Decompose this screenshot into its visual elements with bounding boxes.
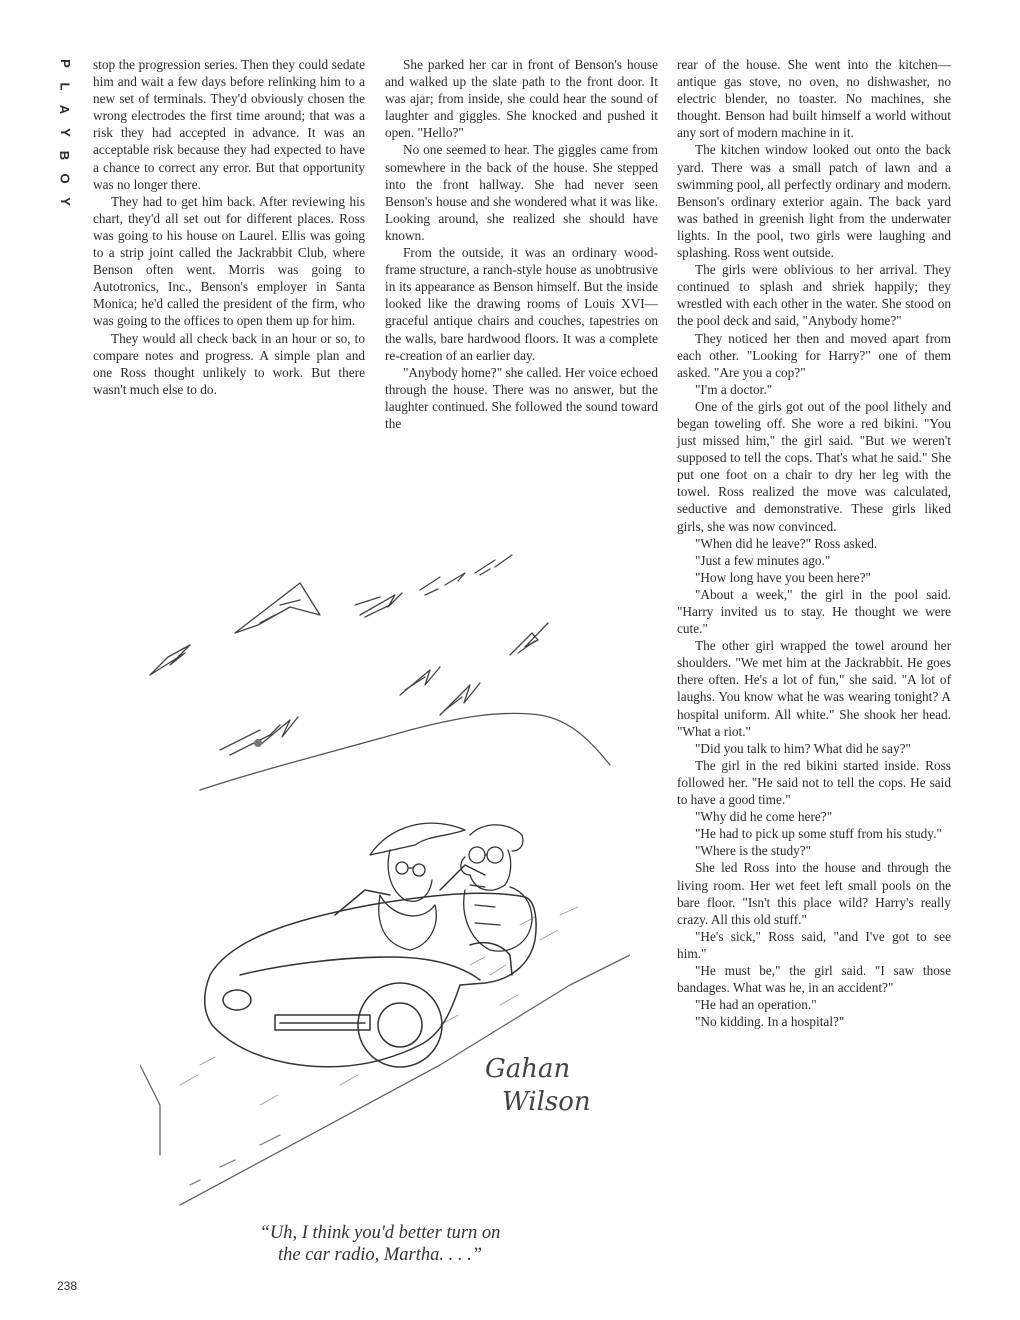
- paragraph: From the outside, it was an ordinary wood-frame structure, a ranch-style house as unobtrusive in its appearance as Benson himself. But the inside looked like the drawing rooms of Louis XVI—graceful antique chairs and couches, tapestries on the walls, bare hardwood floors. It was a complete re-creation of an earlier day.: [385, 245, 658, 363]
- paragraph: rear of the house. She went into the kitchen—antique gas stove, no oven, no dishwasher, no electric blender, no toaster. No machines, she thought. Benson had built himself a world without any sort of modern machine in it.: [677, 57, 951, 141]
- running-head-letter: A: [57, 104, 73, 115]
- paragraph: "Just a few minutes ago.": [695, 552, 831, 568]
- caption-line: the car radio, Martha. . . .”: [277, 1245, 482, 1265]
- page-number: 238: [57, 1279, 78, 1293]
- woman-figure: [370, 823, 465, 950]
- paragraph: "I'm a doctor.": [695, 381, 773, 397]
- paragraph: "He's sick," Ross said, "and I've got to see him.": [677, 928, 951, 961]
- paragraph: "He must be," the girl said. "I saw those bandages. What was he, in an accident?": [677, 962, 951, 996]
- artist-signature: Gahan: [485, 1054, 571, 1084]
- paragraph: The other girl wrapped the towel around her shoulders. "We met him at the Jackrabbit. He goes there often. He's a lot of fun," she said. "A lot of laughs. You know what he was wearing tonight? A hospital uniform. All white." She shook her head. "What a riot.": [677, 638, 951, 739]
- running-head: [56, 52, 74, 213]
- text-column-2: [385, 56, 658, 432]
- paragraph: "Why did he come here?": [695, 809, 833, 825]
- paragraph: "No kidding. In a hospital?": [695, 1014, 845, 1030]
- paragraph: "When did he leave?" Ross asked.: [695, 535, 878, 551]
- caption-line: “Uh, I think you'd better turn on: [259, 1223, 501, 1243]
- paragraph: She parked her car in front of Benson's house and walked up the slate path to the front door. It was ajar; from inside, she could hear the sound of laughter and giggles. She knocked and pushed it open. "Hello?": [385, 57, 658, 141]
- text-column-1: [93, 56, 365, 398]
- running-head-letter: O: [57, 173, 73, 184]
- cartoon-illustration: [140, 545, 630, 1225]
- paragraph: stop the progression series. Then they could sedate him and wait a few days before relinking him to a new set of terminals. They'd obviously chosen the wrong electrodes the first time around; that was a risk they had accepted in advance. It was an acceptable risk because they had expected to have a chance to correct any error. But that opportunity was no longer there.: [93, 57, 365, 192]
- paragraph: "Did you talk to him? What did he say?": [695, 740, 911, 756]
- paragraph: "How long have you been here?": [695, 569, 871, 585]
- text-column-3: [677, 56, 951, 1030]
- paragraph: The girl in the red bikini started inside. Ross followed her. "He said not to tell the cops. He said to have a good time.": [677, 757, 951, 808]
- flying-creatures: [150, 555, 548, 755]
- paragraph: "Anybody home?" she called. Her voice echoed through the house. There was no answer, but the laughter continued. She followed the sound toward the: [385, 364, 658, 431]
- paragraph: "He had to pick up some stuff from his study.": [695, 826, 942, 842]
- paragraph: "About a week," the girl in the pool said. "Harry invited us to stay. He thought we were cute.": [677, 586, 951, 637]
- running-head-letter: Y: [57, 197, 73, 206]
- running-head-letter: Y: [57, 128, 73, 137]
- paragraph: "He had an operation.": [695, 997, 817, 1013]
- paragraph: They noticed her then and moved apart from each other. "Looking for Harry?" one of them asked. "Are you a cop?": [677, 330, 951, 380]
- paragraph: One of the girls got out of the pool lithely and began toweling off. She wore a red bikini. "You just missed him," the girl said. "But we weren't supposed to tell the cops. That's what he said." She put one foot on a chair to dry her leg with the towel. Ross realized the move was calculated, seductive and demonstrative. These girls liked girls, she was now convinced.: [677, 398, 951, 534]
- paragraph: The kitchen window looked out onto the back yard. There was a small patch of lawn and a swimming pool, all perfectly ordinary and modern. Benson's ordinary exterior again. The back yard was bathed in greenish light from the underwater lights. In the pool, two girls were laughing and splashing. Ross went outside.: [677, 142, 951, 261]
- man-figure: [461, 825, 532, 951]
- paragraph: "Where is the study?": [695, 843, 812, 859]
- running-head-letter: L: [57, 82, 73, 91]
- running-head-letter: P: [57, 59, 73, 68]
- paragraph: They had to get him back. After reviewing his chart, they'd all set out for different places. Ross was going to his house on Laurel. Ellis was going to a strip joint called the Jackrabbit Club, where Benson often went. Morris was going to Autotronics, Inc., Benson's employer in Santa Monica; he'd called the president of the firm, who was going to the offices to open them up for him.: [93, 193, 365, 329]
- artist-signature: Wilson: [502, 1087, 591, 1117]
- hill-line: [200, 713, 610, 790]
- running-head-letter: B: [57, 150, 73, 161]
- paragraph: She led Ross into the house and through the living room. Her wet feet left small pools on the bare floor. "Isn't this place wild? Harry's really crazy. All this old stuff.": [677, 860, 951, 927]
- paragraph: They would all check back in an hour or so, to compare notes and progress. A simple plan and one Ross thought unlikely to work. But there wasn't much else to do.: [93, 330, 365, 397]
- paragraph: The girls were oblivious to her arrival. They continued to splash and shriek happily; they wrestled with each other in the water. She stood on the pool deck and said, "Anybody home?": [677, 262, 951, 329]
- cartoon-caption: [210, 1222, 550, 1266]
- paragraph: No one seemed to hear. The giggles came from somewhere in the back of the house. She stepped into the front hallway. She had never seen Benson's house and she wondered what it was like. Looking around, she realized she should have known.: [385, 142, 658, 243]
